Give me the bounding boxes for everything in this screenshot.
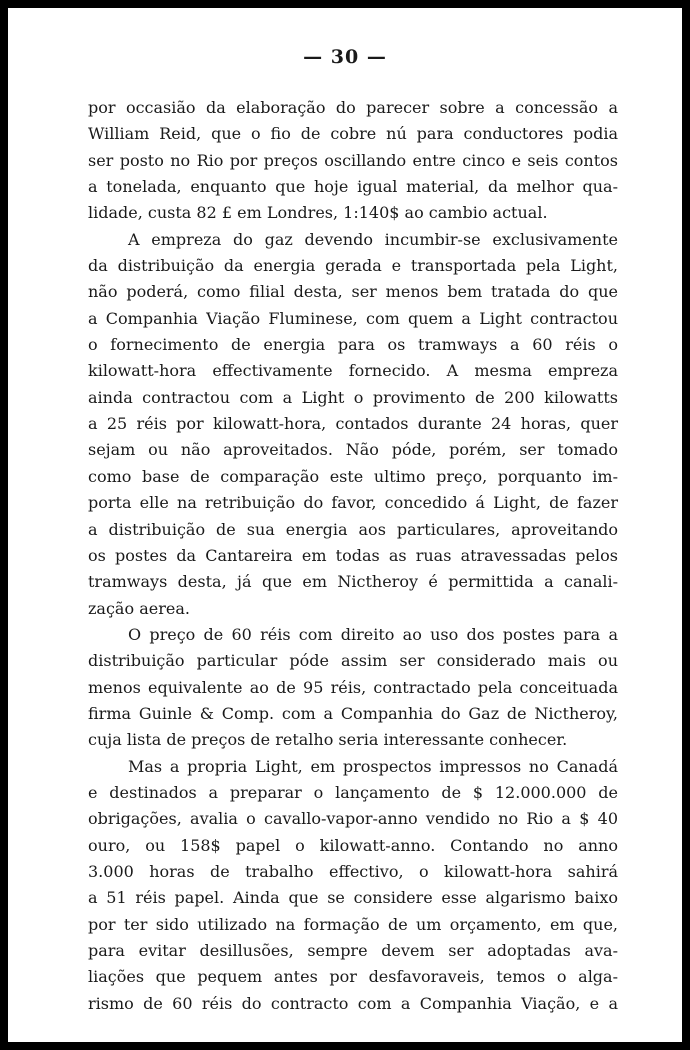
text-line: 3.000 horas de trabalho effectivo, o kilowatt-hora sahirá [88, 861, 618, 881]
text-line: cuja lista de preços de retalho seria interessante conhecer. [88, 730, 568, 750]
text-line: menos equivalente ao de 95 réis, contractado pela conceituada [88, 677, 618, 697]
text-line: a tonelada, enquanto que hoje igual material, da melhor qua- [88, 177, 618, 197]
text-line: obrigações, avalia o cavallo-vapor-anno vendido no Rio a $ 40 [88, 809, 618, 829]
text-line: a Companhia Viação Fluminese, com quem a Light contractou [88, 308, 618, 328]
text-line: a 51 réis papel. Ainda que se considere esse algarismo baixo [88, 888, 618, 908]
text-line: não poderá, como filial desta, ser menos bem tratada do que [88, 282, 618, 302]
text-line: como base de comparação este ultimo preço, porquanto im- [88, 466, 618, 486]
document-page [8, 8, 682, 1042]
text-line: a distribuição de sua energia aos particulares, aproveitando [88, 519, 618, 539]
text-line: os postes da Cantareira em todas as ruas atravessadas pelos [88, 545, 618, 565]
text-line: para evitar desillusões, sempre devem ser adoptadas ava- [88, 941, 618, 960]
text-line: lidade, custa 82 £ em Londres, 1:140$ ao cambio actual. [88, 203, 548, 223]
text-line: liações que pequem antes por desfavoraveis, temos o alga- [88, 967, 618, 987]
text-line: distribuição particular póde assim ser considerado mais ou [88, 651, 618, 671]
text-line: sejam ou não aproveitados. Não póde, porém, ser tomado [88, 440, 618, 460]
text-line: William Reid, que o fio de cobre nú para conductores podia [88, 124, 618, 144]
body-text [88, 95, 618, 1017]
text-line: zação aerea. [88, 598, 190, 618]
text-line: ainda contractou com a Light o provimento de 200 kilowatts [88, 387, 618, 407]
text-line: tramways desta, já que em Nictheroy é permittida a canali- [88, 572, 618, 592]
text-line: ser posto no Rio por preços oscillando entre cinco e seis contos [88, 150, 618, 170]
page-number: — 30 — [303, 46, 387, 68]
text-line: firma Guinle & Comp. com a Companhia do Gaz de Nictheroy, [88, 703, 618, 723]
text-line: e destinados a preparar o lançamento de $ 12.000.000 de [88, 782, 618, 802]
paragraph-start-line: A empreza do gaz devendo incumbir-se exclusivamente [128, 229, 618, 249]
text-line: porta elle na retribuição do favor, concedido á Light, de fazer [88, 493, 618, 513]
text-line: o fornecimento de energia para os tramways a 60 réis o [88, 335, 618, 355]
text-line: a 25 réis por kilowatt-hora, contados durante 24 horas, quer [88, 414, 618, 434]
text-line: ouro, ou 158$ papel o kilowatt-anno. Contando no anno [88, 835, 618, 855]
text-line: kilowatt-hora effectivamente fornecido. A mesma empreza [88, 361, 618, 381]
text-line: rismo de 60 réis do contracto com a Companhia Viação, e a [88, 993, 618, 1013]
text-line: da distribuição da energia gerada e transportada pela Light, [88, 256, 618, 276]
paragraph-start-line: O preço de 60 réis com direito ao uso dos postes para a [128, 624, 618, 644]
text-line: por occasião da elaboração do parecer sobre a concessão a [88, 98, 618, 117]
paragraph-start-line: Mas a propria Light, em prospectos impressos no Canadá [128, 756, 618, 776]
text-line: por ter sido utilizado na formação de um orçamento, em que, [88, 914, 618, 934]
